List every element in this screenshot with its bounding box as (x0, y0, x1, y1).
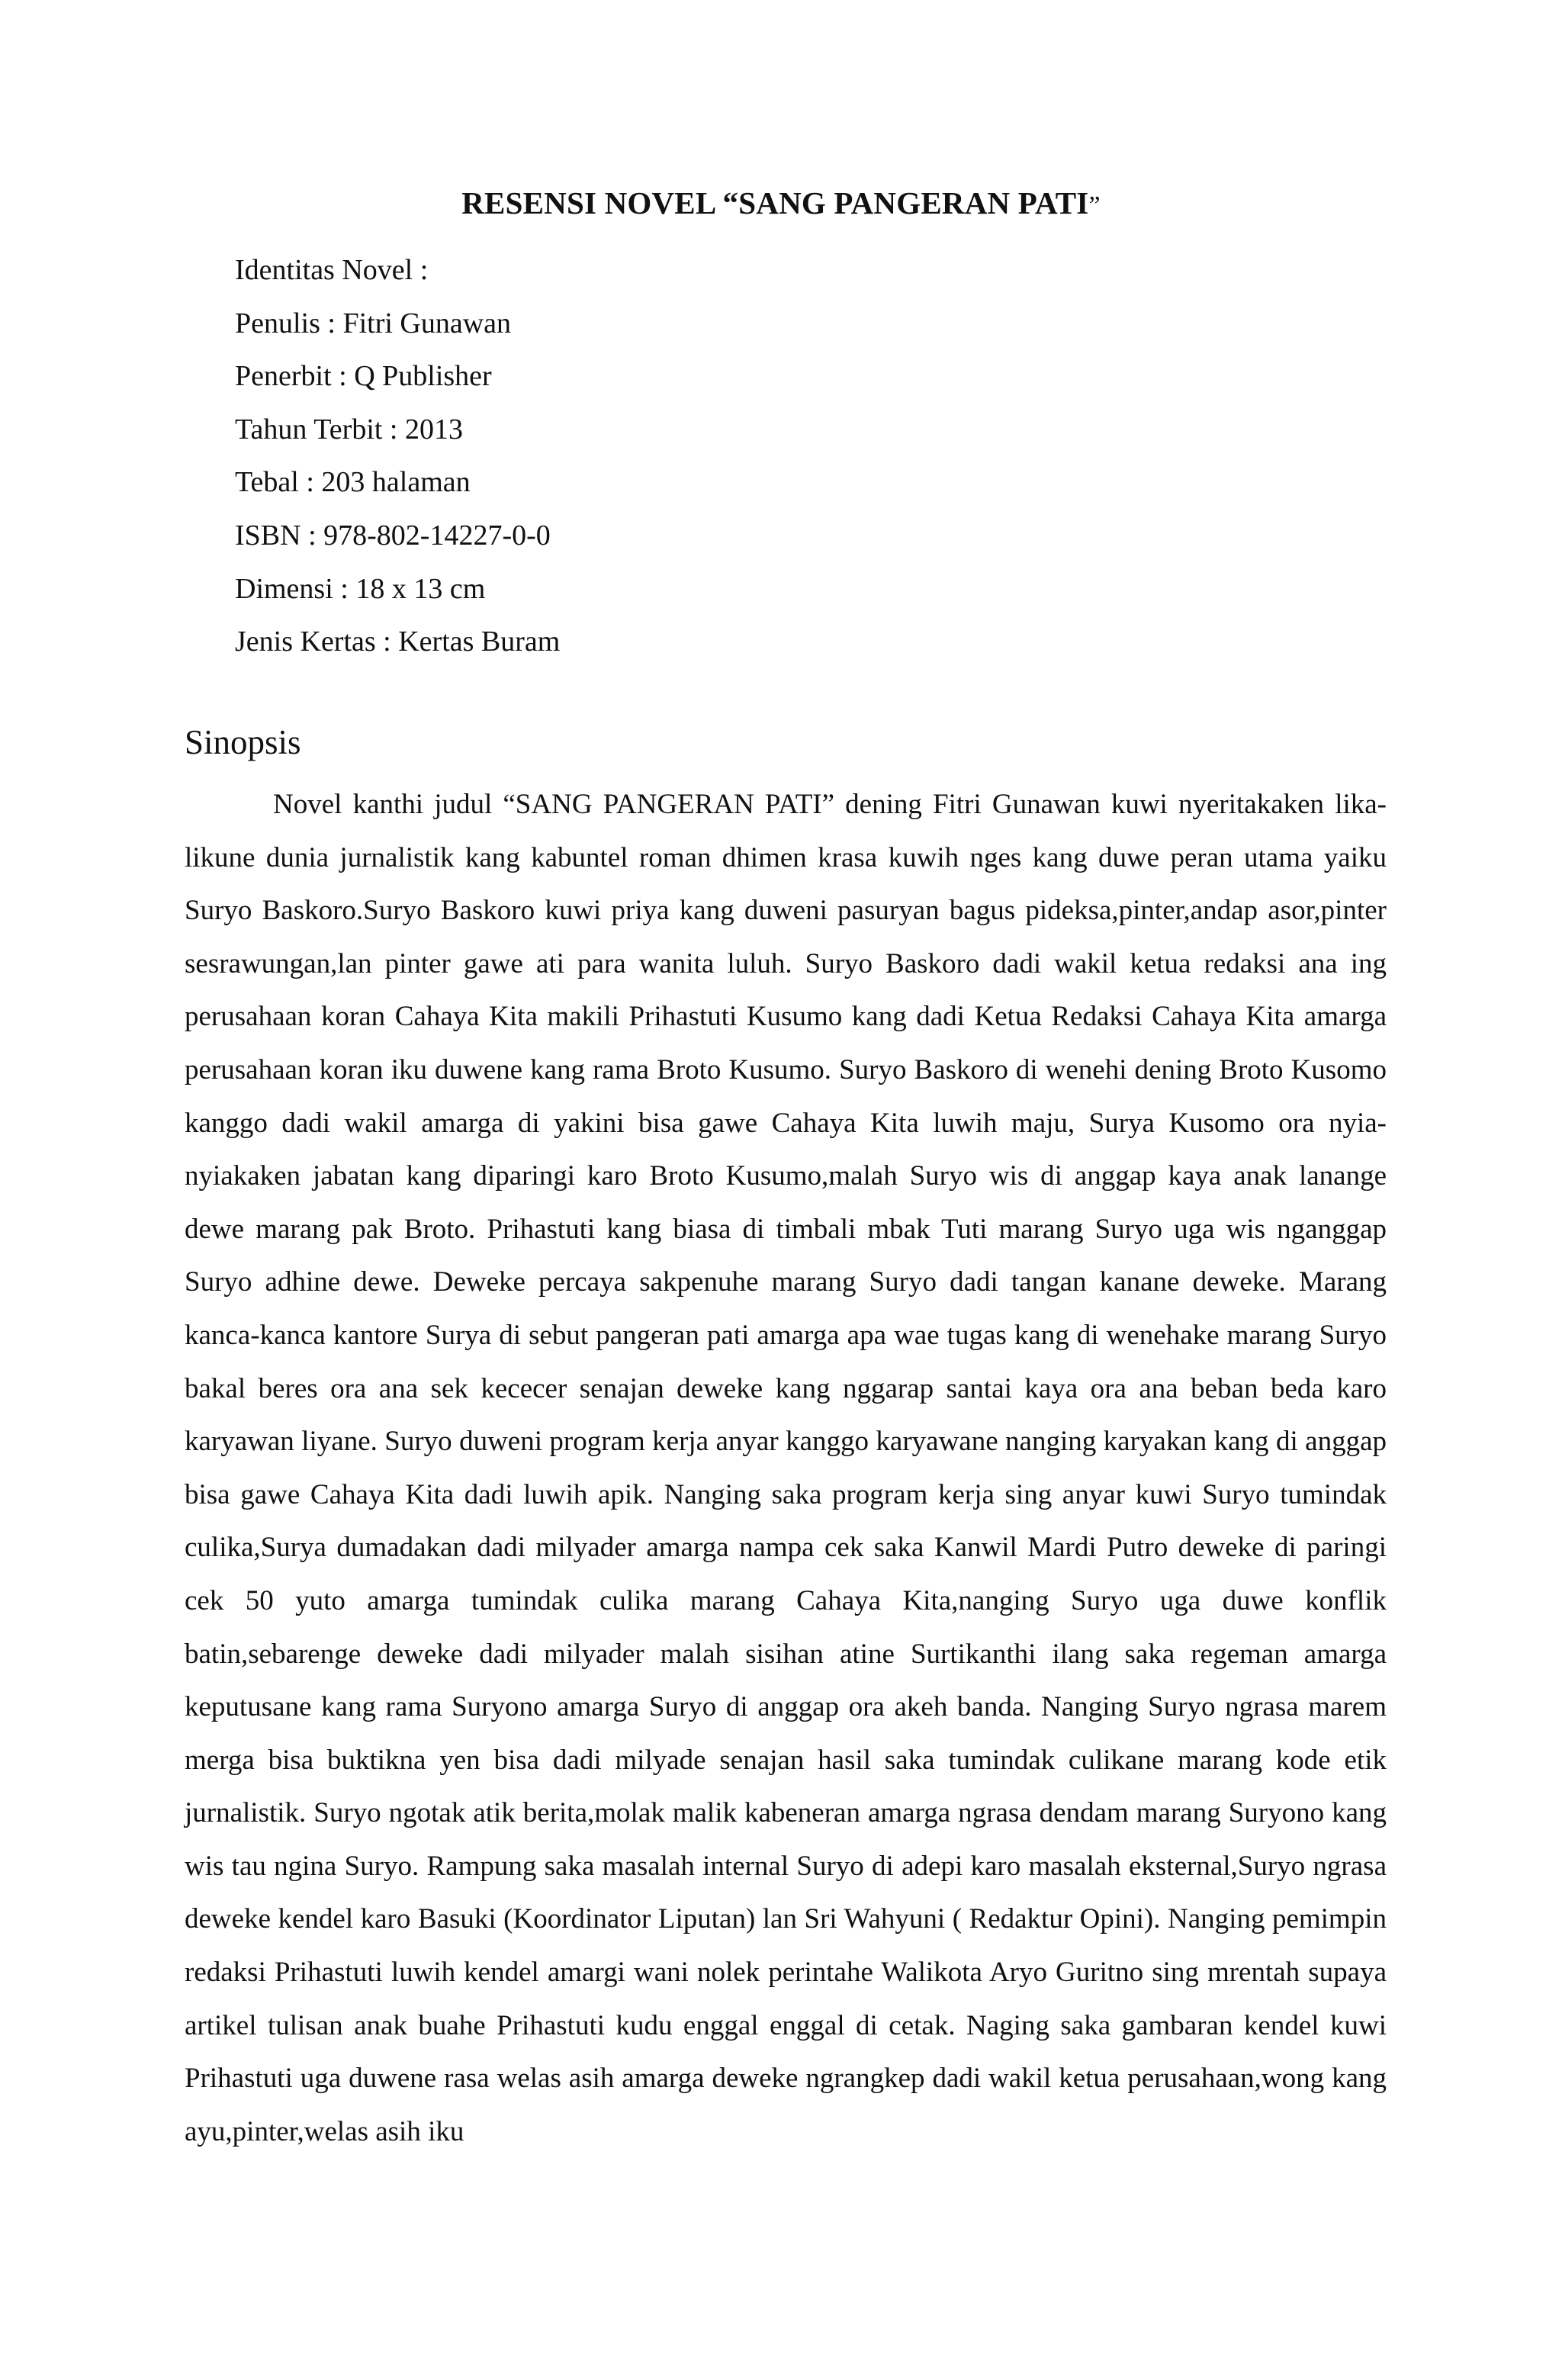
identity-publisher: Penerbit : Q Publisher (235, 360, 492, 393)
synopsis-heading: Sinopsis (185, 723, 301, 761)
identity-isbn: ISBN : 978-802-14227-0-0 (235, 519, 551, 552)
title-closing-quote: ” (1088, 191, 1101, 220)
identity-year: Tahun Terbit : 2013 (235, 413, 463, 445)
title-text: RESENSI NOVEL “SANG PANGERAN PATI (461, 185, 1089, 220)
synopsis-paragraph: Novel kanthi judul “SANG PANGERAN PATI” dening Fitri Gunawan kuwi nyeritakaken lika-likune dunia jurnalistik kang kabuntel roman dhimen krasa kuwih nges kang duwe peran utama yaiku Suryo Baskoro.Suryo Baskoro kuwi priya kang duweni pasuryan bagus pideksa,pinter,andap asor,pinter sesrawungan,lan pinter gawe ati para wanita luluh. Suryo Baskoro dadi wakil ketua redaksi ana ing perusahaan koran Cahaya Kita makili Prihastuti Kusumo kang dadi Ketua Redaksi Cahaya Kita amarga perusahaan koran iku duwene kang rama Broto Kusumo. Suryo Baskoro di wenehi dening Broto Kusomo kanggo dadi wakil amarga di yakini bisa gawe Cahaya Kita luwih maju, Surya Kusomo ora nyia-nyiakaken jabatan kang diparingi karo Broto Kusumo,malah Suryo wis di anggap kaya anak lanange dewe marang pak Broto. Prihastuti kang biasa di timbali mbak Tuti marang Suryo uga wis nganggap Suryo adhine dewe. Deweke percaya sakpenuhe marang Suryo dadi tangan kanane deweke. Marang kanca-kanca kantore Surya di sebut pangeran pati amarga apa wae tugas kang di wenehake marang Suryo bakal beres ora ana sek kececer senajan deweke kang nggarap santai kaya ora ana beban beda karo karyawan liyane. Suryo duweni program kerja anyar kanggo karyawane nanging karyakan kang di anggap bisa gawe Cahaya Kita dadi luwih apik. Nanging saka program kerja sing anyar kuwi Suryo tumindak culika,Surya dumadakan dadi milyader amarga nampa cek saka Kanwil Mardi Putro deweke di paringi cek 50 yuto amarga tumindak culika marang Cahaya Kita,nanging Suryo uga duwe konflik batin,sebarenge deweke dadi milyader malah sisihan atine Surtikanthi ilang saka regeman amarga keputusane kang rama Suryono amarga Suryo di anggap ora akeh banda. Nanging Suryo ngrasa marem merga bisa buktikna yen bisa dadi milyade senajan hasil saka tumindak culikane marang kode etik jurnalistik. Suryo ngotak atik berita,molak malik kabeneran amarga ngrasa dendam marang Suryono kang wis tau ngina Suryo. Rampung saka masalah internal Suryo di adepi karo masalah eksternal,Suryo ngrasa deweke kendel karo Basuki (Koordinator Liputan) lan Sri Wahyuni ( Redaktur Opini). Nanging pemimpin redaksi Prihastuti luwih kendel amargi wani nolek perintahe Walikota Aryo Guritno sing mrentah supaya artikel tulisan anak buahe Prihastuti kudu enggal enggal di cetak. Naging saka gambaran kendel kuwi Prihastuti uga duwene rasa welas asih amarga deweke ngrangkep dadi wakil ketua perusahaan,wong kang ayu,pinter,welas asih iku (185, 789, 1387, 2147)
identity-dimension: Dimensi : 18 x 13 cm (235, 572, 486, 605)
novel-identity (235, 244, 560, 669)
document-title (0, 183, 1562, 226)
identity-author: Penulis : Fitri Gunawan (235, 307, 512, 339)
identity-pages: Tebal : 203 halaman (235, 466, 471, 499)
identity-paper: Jenis Kertas : Kertas Buram (235, 626, 561, 658)
identity-heading: Identitas Novel : (235, 254, 429, 286)
